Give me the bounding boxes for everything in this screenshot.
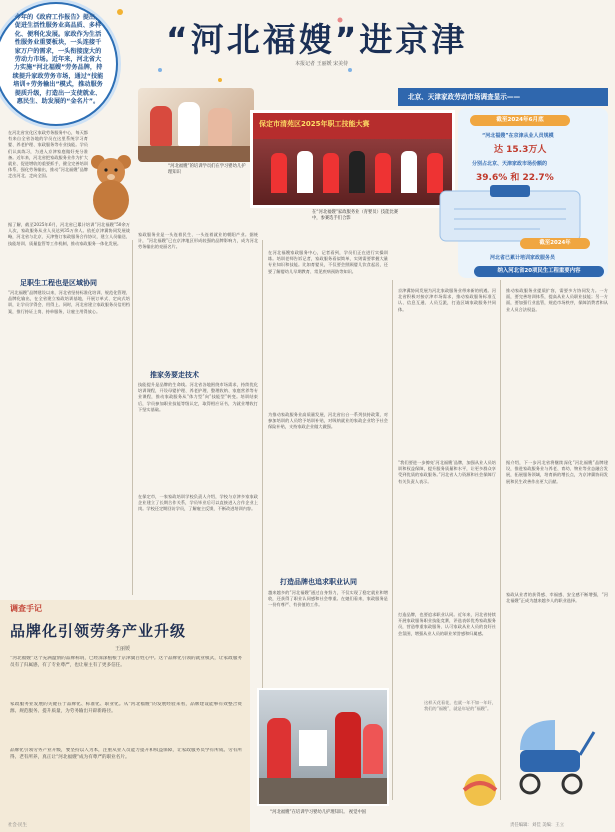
stat1-value: 达 15.3万人 bbox=[494, 145, 547, 155]
body-col5c: 家政从业者的获得感、幸福感、安全感不断增强，“河北福嫂”正成为越来越多人的职业选择。 bbox=[506, 592, 608, 604]
commentary-title: 品牌化引领劳务产业升级 bbox=[10, 622, 187, 640]
body-col3b: 为推动家政服务业高质量发展，河北省出台一系列扶持政策，对参加培训的人员给予培训补贴，对吸纳就业的家政企业给予社会保险补贴，支持家政企业做大做强。 bbox=[268, 412, 388, 430]
stat2-values: 39.6% 和 22.7% bbox=[476, 173, 554, 183]
body-col1b: 据了解，截至2025年6月，河北省已累计培训“河北福嫂”50余万人次，家政服务从业人员达到35万余人。依托京津冀协同发展战略，河北省与北京、天津签订家政服务合作协议，建立人员输送、技能培训、质量监管等工作机制，推动家政服务一体化发展。 bbox=[8, 222, 130, 246]
body-col3a: 在河北福嫂家政服务中心，记者看到，学员们正在进行实操训练。培训老师告诉记者，家政服务看似简单，实则需要掌握大量专业知识和技能。比如育婴员，不仅要会照顾婴儿饮食起居，还要了解婴幼儿早期教育、常见疾病预防等知识。 bbox=[268, 250, 388, 274]
body-col5b: 据介绍，下一步河北省将继续深化“河北福嫂”品牌建设，推进家政服务业与养老、育幼、物业等业态融合发展，拓展服务领域，培育新的增长点，为京津冀协同发展和民生改善作出更大贡献。 bbox=[506, 460, 608, 484]
body-col4c: 打造品牌，也要追求职业认同。近年来，河北省持续开展家政服务职业技能竞赛，评选表彰优秀家政服务员，营造尊重家政服务、认可家政从业人员的良好社会氛围，增强从业人员的职业荣誉感和归属感。 bbox=[398, 612, 496, 636]
subhead-3: 打造品牌也追求职业认同 bbox=[280, 578, 357, 586]
bottom-training-photo bbox=[257, 688, 389, 806]
body-col1c: “河北福嫂”品牌建设以来，河北省坚持标准化培训、规范化管理、品牌化输出，在全省建立家政培训基地，开展订单式、定向式培训，让学员学得会、用得上。同时，河北省建立家政服务员信用档案，推行持证上岗、持单服务，让雇主用得放心。 bbox=[8, 290, 130, 314]
body-col2c: 在保定市，一家家政培训学校负责人介绍，学校与京津多家家政企业建立了长期合作关系，学员毕业后可以直接进入合作企业上岗。学校还定期回访学员，了解雇主反馈，不断改进培训内容。 bbox=[138, 494, 258, 512]
group-photo-caption: 在“河北福嫂”家政服务业（育婴员）技能比赛中，参赛选手们合影 bbox=[312, 210, 399, 221]
lead-summary: 今年的《政府工作报告》提出，促进生活性服务业高品质、多样化、便利化发展。家政作为生活性服务业重要板块，一头连接千家万户的需求，一头衔接庞大的劳动力市场。近年来，河北省大力实施“河北福嫂”劳务品牌，持续提升家政劳务市场，通过“技能培训+劳务输出”模式，推动服务提质升级，打造出一支使就业、惠民生、助发展的“金名片”。 bbox=[12, 14, 104, 106]
commentary-author: 王丽媛 bbox=[115, 646, 131, 652]
body-col2a: 家政服务业是一头连着民生、一头连着就业的朝阳产业。据统计，“河北福嫂”已在京津地区形成较强的品牌影响力，成为河北劳务输出的亮丽名片。 bbox=[138, 232, 258, 250]
survey-banner: 北京、天津家政劳动市场调查显示—— bbox=[398, 88, 608, 106]
footer-section-label: 社会·民生 bbox=[8, 823, 27, 828]
commentary-p2: 家政服务业发展的关键在于品牌化、标准化、职业化。从“河北福嫂”的发展经验来看，品牌建设能够有效整合资源、规范服务、提升质量，为劳务输出开辟新路径。 bbox=[10, 702, 242, 714]
teddy-bear-icon bbox=[84, 150, 139, 222]
stat3-label: 河北省已累计培训家政服务员 bbox=[490, 255, 556, 261]
group-photo-banner: 保定市清苑区2025年职工技能大赛 bbox=[259, 120, 370, 128]
body-col5-sign: 这样天花看花，也就一年不如一年好，我们的“福嫂”，就是年轻的“福嫂”。 bbox=[424, 700, 496, 712]
stat3-pill: 纳入河北省20项民生工程重要内容 bbox=[474, 266, 604, 277]
training-photo-caption: “河北福嫂”的培训学员们在学习婴幼儿护理知识 bbox=[168, 164, 246, 175]
bottom-photo-caption: “河北福嫂”在培训学习婴幼儿护理知识。 视觉中国 bbox=[270, 810, 367, 815]
footer-editor: 责任编辑：刘佳 美编：王立 bbox=[510, 823, 565, 828]
body-col1a: 在河北省宣化区家政劳务服务中心，每天都有来自全省各地的学员在这里系统学习育婴、养老护理、家政服务等专业技能。学员们认真练习，为进入京津家庭做好充分准备。近年来，河北省把家政服务业作为扩大就业、促进增收的重要抓手，健全完善培训体系，强化劳务输出，推动“河北福嫂”品牌走出河北、走向全国。 bbox=[8, 130, 88, 179]
stat2-label: 分别占北京、天津家政市场份额的 bbox=[472, 161, 548, 167]
group-photo bbox=[250, 110, 455, 208]
page-headline: “河北福嫂”进京津 bbox=[166, 20, 468, 59]
year-pill: 截至2024年6月底 bbox=[470, 115, 570, 126]
subhead-2: 推家务要走技术 bbox=[150, 371, 199, 379]
commentary-p1: “河北福嫂”这个充满温情的品牌称谓，已经深深植根于京津冀百姓心中。这个品牌化引领的就业模式，让家政服务员有了归属感，有了专业尊严，也让雇主有了更多信任。 bbox=[10, 656, 242, 668]
body-col4a: 京津冀协同发展为河北家政服务业带来新的机遇。河北省积极对接京津市场需求，推动家政服务标准互认、信息互通、人员互派，打造区域家政服务共同体。 bbox=[398, 288, 496, 312]
year2-pill: 截至2024年 bbox=[520, 238, 590, 249]
toy-ball-icon bbox=[460, 770, 500, 810]
body-col3c: 越来越多的“河北福嫂”通过自身努力，不仅实现了稳定就业和增收，还获得了职业认同感和社会尊重。在她们看来，家政服务是一份有尊严、有价值的工作。 bbox=[268, 590, 388, 608]
subhead-1: 足职生工程也是区域协同 bbox=[20, 279, 97, 287]
clipboard-icon bbox=[430, 185, 590, 245]
baby-stroller-icon bbox=[500, 710, 600, 810]
stat1-label: “河北福嫂”在京津从业人员规模 bbox=[482, 133, 554, 139]
body-col2b: 技能提升是品牌的生命线。河北省各地围绕市场需求，持续优化培训课程，开设母婴护理、养老护理、整理收纳、家庭营养等专业课程，推动家政服务从“体力型”向“技能型”转变。培训结束后，学员参加职业技能等级认定，取得相应证书，为就业增收打下坚实基础。 bbox=[138, 382, 258, 412]
commentary-tag: 调查手记 bbox=[10, 604, 42, 613]
byline: 本报记者 王丽媛 宋美侍 bbox=[295, 61, 349, 67]
body-col4b: “我们要进一步擦亮‘河北福嫂’品牌，加强从业人员培训和权益保障，提升服务质量和水平，让更多群众享受到优质的家政服务。”河北省人力资源和社会保障厅有关负责人表示。 bbox=[398, 460, 496, 484]
body-col5a: 推动家政服务业提质扩容，需要多方协同发力。一方面，要完善培训体系，提高从业人员职业技能；另一方面，要加强行业监管，规范市场秩序，保障消费者和从业人员合法权益。 bbox=[506, 288, 608, 312]
training-photo bbox=[138, 88, 254, 162]
commentary-p3: 品牌化引领劳务产业升级，要坚持以人为本，注重从业人员能力提升和权益保障，让家政服务员学有所成、劳有所得、老有所养，真正让“河北福嫂”成为有尊严的职业名片。 bbox=[10, 748, 242, 760]
